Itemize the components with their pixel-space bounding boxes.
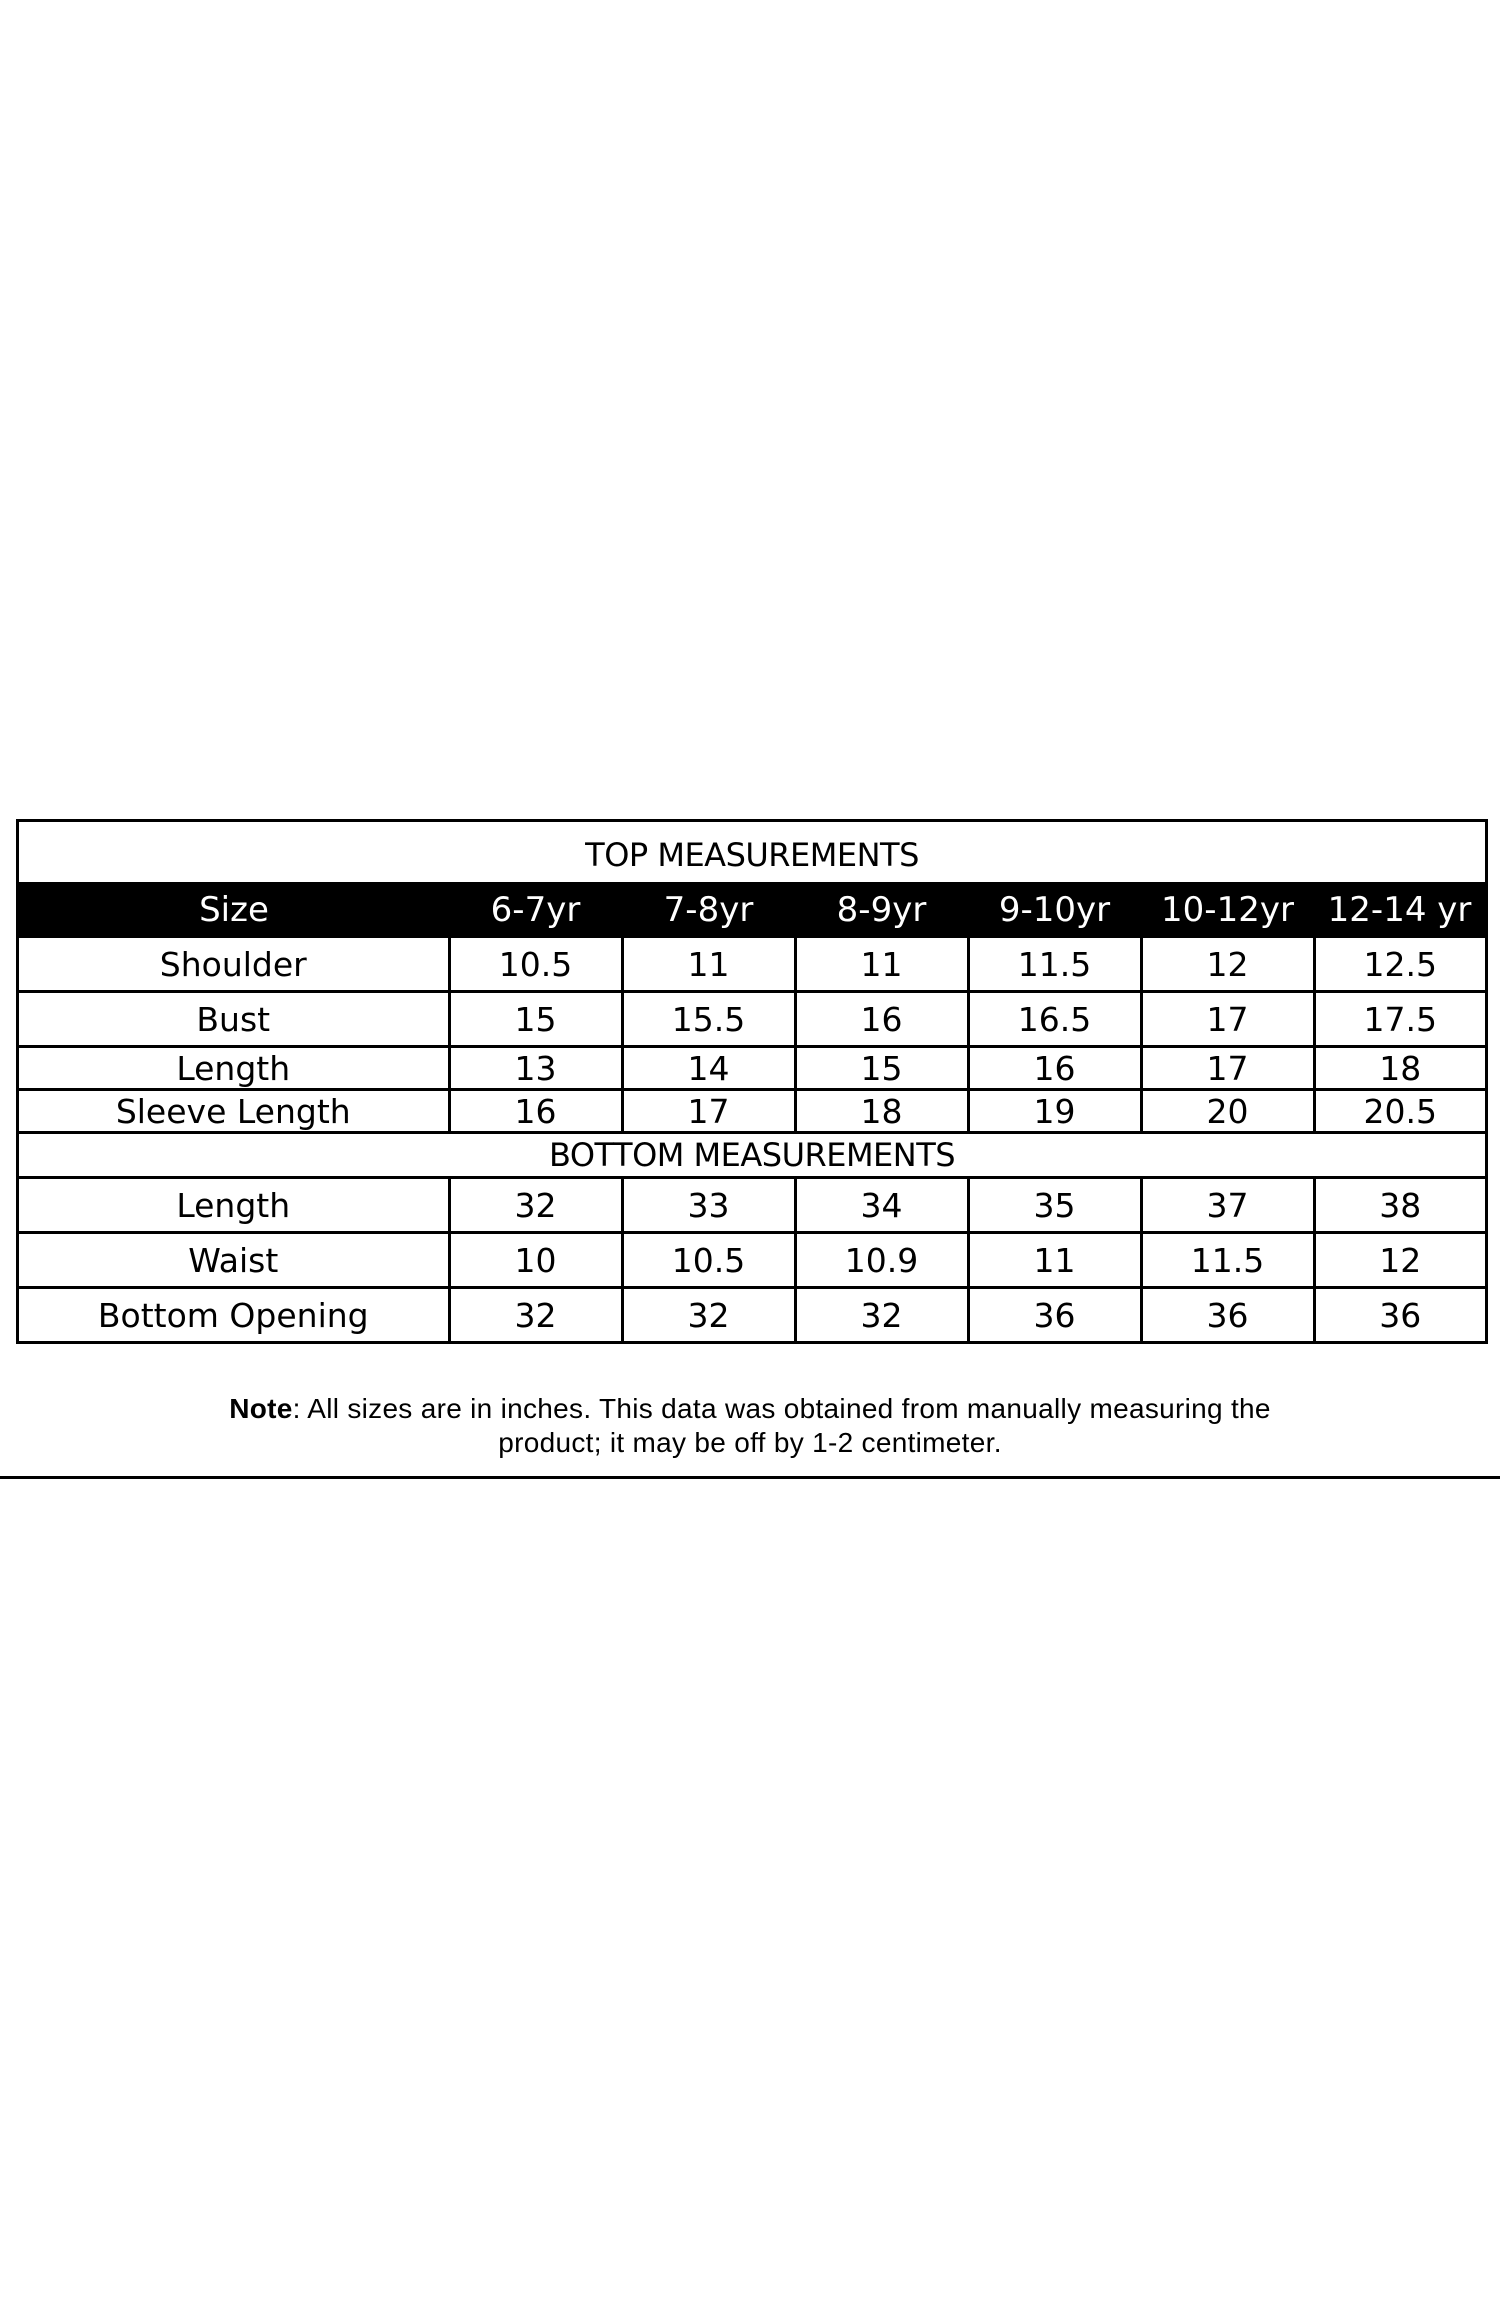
table-cell: 11 xyxy=(622,938,795,992)
table-cell: 17 xyxy=(1141,1047,1314,1090)
size-header-cell: 10-12yr xyxy=(1141,882,1314,938)
table-cell: 36 xyxy=(1314,1288,1485,1342)
row-label: Shoulder xyxy=(159,944,307,984)
table-cell: 38 xyxy=(1314,1178,1485,1233)
size-chart-table xyxy=(19,822,1485,1341)
size-header-label: Size xyxy=(19,882,449,938)
table-cell: 14 xyxy=(622,1047,795,1090)
table-cell: 10.5 xyxy=(622,1233,795,1288)
row-label: Length xyxy=(176,1185,291,1225)
table-cell: 19 xyxy=(968,1090,1141,1133)
table-cell: 37 xyxy=(1141,1178,1314,1233)
note-line-1 xyxy=(0,1392,1500,1426)
table-cell: 11 xyxy=(968,1233,1141,1288)
table-cell: 16.5 xyxy=(968,992,1141,1047)
table-row-bust xyxy=(19,992,1485,1047)
size-header-cell: 9-10yr xyxy=(968,882,1141,938)
table-cell: 10.5 xyxy=(449,938,622,992)
row-label: Sleeve Length xyxy=(19,1090,449,1133)
size-header-row xyxy=(19,882,1485,938)
row-label: Waist xyxy=(19,1233,449,1288)
row-label: Length xyxy=(19,1047,449,1090)
size-header-cell: 7-8yr xyxy=(622,882,795,938)
table-row-waist xyxy=(19,1233,1485,1288)
table-cell: 10.9 xyxy=(795,1233,968,1288)
table-cell: 32 xyxy=(449,1288,622,1342)
table-cell: 16 xyxy=(795,992,968,1047)
note-text: : All sizes are in inches. This data was obtained from manually measuring the xyxy=(292,1393,1271,1424)
table-cell: 12.5 xyxy=(1314,938,1485,992)
table-cell: 20 xyxy=(1141,1090,1314,1133)
top-measurements-title: TOP MEASUREMENTS xyxy=(585,836,919,874)
size-header-cell: 6-7yr xyxy=(449,882,622,938)
table-cell: 36 xyxy=(968,1288,1141,1342)
table-cell: 34 xyxy=(795,1178,968,1233)
row-label: Bottom Opening xyxy=(19,1288,449,1342)
note-label: Note xyxy=(229,1393,293,1424)
table-cell: 18 xyxy=(1314,1047,1485,1090)
table-cell: 32 xyxy=(622,1288,795,1342)
table-cell: 32 xyxy=(795,1288,968,1342)
table-cell: 36 xyxy=(1141,1288,1314,1342)
size-header-cell: 12-14 yr xyxy=(1314,882,1485,938)
table-cell: 17 xyxy=(1141,992,1314,1047)
table-cell: 11 xyxy=(795,938,968,992)
table-cell: 16 xyxy=(968,1047,1141,1090)
top-measurements-row xyxy=(19,822,1485,882)
note-line-2: product; it may be off by 1-2 centimeter. xyxy=(498,1427,1002,1458)
table-cell: 13 xyxy=(449,1047,622,1090)
size-header-cell: 8-9yr xyxy=(795,882,968,938)
table-cell: 12 xyxy=(1314,1233,1485,1288)
bottom-measurements-title: BOTTOM MEASUREMENTS xyxy=(19,1133,1485,1178)
table-cell: 17 xyxy=(622,1090,795,1133)
table-row-bottom-length xyxy=(19,1178,1485,1233)
table-cell: 12 xyxy=(1141,938,1314,992)
table-cell: 32 xyxy=(449,1178,622,1233)
size-chart xyxy=(16,819,1488,1344)
table-cell: 10 xyxy=(449,1233,622,1288)
table-row-shoulder xyxy=(19,938,1485,992)
table-cell: 17.5 xyxy=(1314,992,1485,1047)
table-cell: 35 xyxy=(968,1178,1141,1233)
table-cell: 33 xyxy=(622,1178,795,1233)
table-cell: 11.5 xyxy=(968,938,1141,992)
table-cell: 11.5 xyxy=(1141,1233,1314,1288)
table-cell: 16 xyxy=(449,1090,622,1133)
divider-line xyxy=(0,1476,1500,1479)
table-cell: 15.5 xyxy=(622,992,795,1047)
table-cell: 15 xyxy=(795,1047,968,1090)
bottom-measurements-row xyxy=(19,1133,1485,1178)
table-row-length xyxy=(19,1047,1485,1090)
table-cell: 20.5 xyxy=(1314,1090,1485,1133)
row-label: Bust xyxy=(19,992,449,1047)
table-row-sleeve-length xyxy=(19,1090,1485,1133)
table-row-bottom-opening xyxy=(19,1288,1485,1342)
table-cell: 18 xyxy=(795,1090,968,1133)
table-cell: 15 xyxy=(449,992,622,1047)
size-note xyxy=(0,1392,1500,1460)
